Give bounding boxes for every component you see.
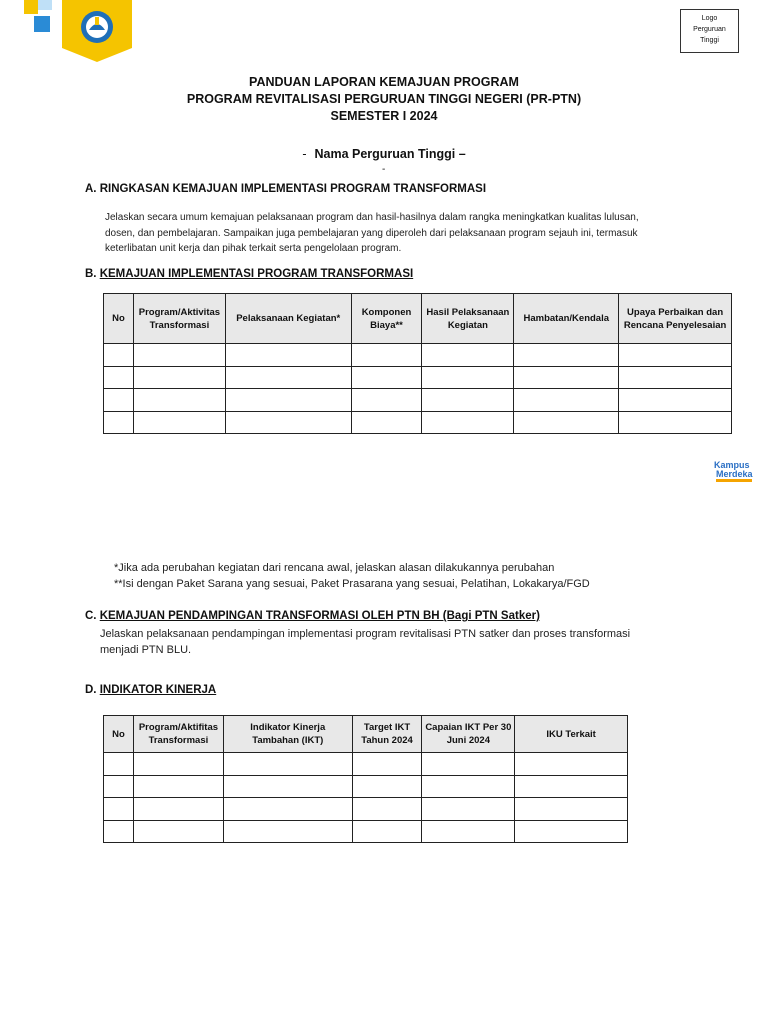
table-cell[interactable] xyxy=(133,753,223,776)
table-cell[interactable] xyxy=(133,798,223,821)
footnote: *Jika ada perubahan kegiatan dari rencana awal, jelaskan alasan dilakukannya perubahan xyxy=(114,562,555,574)
table-cell[interactable] xyxy=(104,820,134,843)
table-cell[interactable] xyxy=(104,775,134,798)
section-a-line: keterlibatan unit kerja dan pihak terkait serta pengelolaan program. xyxy=(105,243,402,254)
table-cell[interactable] xyxy=(133,344,225,367)
decor-square-lightblue xyxy=(38,0,52,10)
column-header: No xyxy=(104,294,134,344)
section-c-instructions xyxy=(100,626,710,658)
section-d-heading xyxy=(85,684,216,696)
table-cell[interactable] xyxy=(515,798,628,821)
bullet-dash: - xyxy=(302,147,307,161)
table-cell[interactable] xyxy=(514,411,619,434)
column-header: IKU Terkait xyxy=(515,716,628,753)
column-header: Pelaksanaan Kegiatan* xyxy=(225,294,351,344)
section-c-heading xyxy=(85,610,540,622)
table-cell[interactable] xyxy=(223,753,352,776)
column-header: Hambatan/Kendala xyxy=(514,294,619,344)
section-c-number: C. xyxy=(85,610,97,622)
table-cell[interactable] xyxy=(515,820,628,843)
column-header: Capaian IKT Per 30 Juni 2024 xyxy=(422,716,515,753)
table-row xyxy=(104,775,628,798)
table-row xyxy=(104,411,732,434)
table-cell[interactable] xyxy=(514,344,619,367)
table-cell[interactable] xyxy=(133,366,225,389)
table-cell[interactable] xyxy=(619,344,732,367)
table-cell[interactable] xyxy=(104,344,134,367)
watermark-line-2: Merdeka xyxy=(716,469,753,479)
table-row xyxy=(104,753,628,776)
footnote: **Isi dengan Paket Sarana yang sesuai, Paket Prasarana yang sesuai, Pelatihan, Lokakarya/FGD xyxy=(114,578,590,590)
table-cell[interactable] xyxy=(133,411,225,434)
table-cell[interactable] xyxy=(133,820,223,843)
table-cell[interactable] xyxy=(352,753,422,776)
section-c-title: KEMAJUAN PENDAMPINGAN TRANSFORMASI OLEH PTN BH (Bagi PTN Satker) xyxy=(99,610,540,622)
section-a-title: RINGKASAN KEMAJUAN IMPLEMENTASI PROGRAM TRANSFORMASI xyxy=(99,183,487,195)
table-cell[interactable] xyxy=(422,798,515,821)
table-row xyxy=(104,344,732,367)
document-title-line-2: PROGRAM REVITALISASI PERGURUAN TINGGI NEGERI (PR-PTN) xyxy=(186,92,582,106)
document-title-line-1: PANDUAN LAPORAN KEMAJUAN PROGRAM xyxy=(249,75,519,89)
table-cell[interactable] xyxy=(422,366,514,389)
table-cell[interactable] xyxy=(352,820,422,843)
logo-line-3: Tinggi xyxy=(700,37,719,44)
section-d-title: INDIKATOR KINERJA xyxy=(99,684,217,696)
table-cell[interactable] xyxy=(351,411,422,434)
table-row xyxy=(104,798,628,821)
table-cell[interactable] xyxy=(225,411,351,434)
table-cell[interactable] xyxy=(223,820,352,843)
watermark-line-1: Kampus xyxy=(714,460,750,470)
table-header-row xyxy=(104,294,732,344)
table-cell[interactable] xyxy=(619,389,732,412)
table-row xyxy=(104,820,628,843)
section-b-number: B. xyxy=(85,268,97,280)
table-row xyxy=(104,389,732,412)
table-cell[interactable] xyxy=(225,389,351,412)
section-b-title: KEMAJUAN IMPLEMENTASI PROGRAM TRANSFORMASI xyxy=(99,268,414,280)
table-cell[interactable] xyxy=(133,389,225,412)
table-cell[interactable] xyxy=(515,753,628,776)
column-header: Indikator Kinerja Tambahan (IKT) xyxy=(223,716,352,753)
section-a-number: A. xyxy=(85,183,97,195)
table-cell[interactable] xyxy=(422,775,515,798)
table-cell[interactable] xyxy=(422,344,514,367)
decor-square-blue xyxy=(34,16,50,32)
table-cell[interactable] xyxy=(514,389,619,412)
table-cell[interactable] xyxy=(352,798,422,821)
section-b-heading xyxy=(85,268,413,280)
section-a-line: Jelaskan secara umum kemajuan pelaksanaan program dan hasil-hasilnya dalam rangka meningkatkan kualitas lulusan, xyxy=(105,212,639,223)
table-cell[interactable] xyxy=(422,411,514,434)
table-cell[interactable] xyxy=(104,753,134,776)
section-a-line: dosen, dan pembelajaran. Sampaikan juga pembelajaran yang diperoleh dari pelaksanaan program sejauh ini, termasuk xyxy=(105,227,638,239)
program-progress-table xyxy=(103,293,732,434)
table-cell[interactable] xyxy=(619,411,732,434)
table-cell[interactable] xyxy=(225,344,351,367)
table-cell[interactable] xyxy=(351,389,422,412)
column-header: Target IKT Tahun 2024 xyxy=(352,716,422,753)
table-cell[interactable] xyxy=(133,775,223,798)
section-a-heading xyxy=(85,183,486,195)
table-cell[interactable] xyxy=(422,753,515,776)
logo-line-1: Logo xyxy=(701,15,718,22)
section-a-instructions xyxy=(105,210,705,257)
column-header: Program/Aktivitas Transformasi xyxy=(133,294,225,344)
table-cell[interactable] xyxy=(422,389,514,412)
table-cell[interactable] xyxy=(104,411,134,434)
decor-square-yellow xyxy=(24,0,38,14)
university-logo-placeholder xyxy=(680,9,739,53)
university-sub-dash: - xyxy=(382,164,386,175)
section-c-line: Jelaskan pelaksanaan pendampingan implementasi program revitalisasi PTN satker dan proses transformasi xyxy=(100,628,631,640)
table-cell[interactable] xyxy=(351,366,422,389)
table-cell[interactable] xyxy=(104,798,134,821)
table-cell[interactable] xyxy=(351,344,422,367)
table-cell[interactable] xyxy=(422,820,515,843)
table-cell[interactable] xyxy=(223,798,352,821)
university-name-line xyxy=(0,147,768,161)
kemdikbud-emblem-icon xyxy=(62,0,132,62)
column-header: Upaya Perbaikan dan Rencana Penyelesaian xyxy=(619,294,732,344)
table-cell[interactable] xyxy=(514,366,619,389)
kampus-merdeka-logo-icon xyxy=(714,458,758,484)
table-header-row xyxy=(104,716,628,753)
table-cell[interactable] xyxy=(225,366,351,389)
table-cell[interactable] xyxy=(104,366,134,389)
performance-indicator-table xyxy=(103,715,628,843)
logo-line-2: Perguruan xyxy=(693,26,726,33)
section-d-number: D. xyxy=(85,684,97,696)
university-name: Nama Perguruan Tinggi – xyxy=(314,147,466,161)
table-cell[interactable] xyxy=(223,775,352,798)
table-cell[interactable] xyxy=(619,366,732,389)
section-c-line: menjadi PTN BLU. xyxy=(100,644,192,656)
column-header: Program/Aktifitas Transformasi xyxy=(133,716,223,753)
column-header: Hasil Pelaksanaan Kegiatan xyxy=(422,294,514,344)
table-footnotes xyxy=(114,560,590,592)
table-cell[interactable] xyxy=(515,775,628,798)
table-cell[interactable] xyxy=(104,389,134,412)
table-cell[interactable] xyxy=(352,775,422,798)
column-header: No xyxy=(104,716,134,753)
document-title-line-3: SEMESTER I 2024 xyxy=(330,109,438,123)
column-header: Komponen Biaya** xyxy=(351,294,422,344)
table-row xyxy=(104,366,732,389)
